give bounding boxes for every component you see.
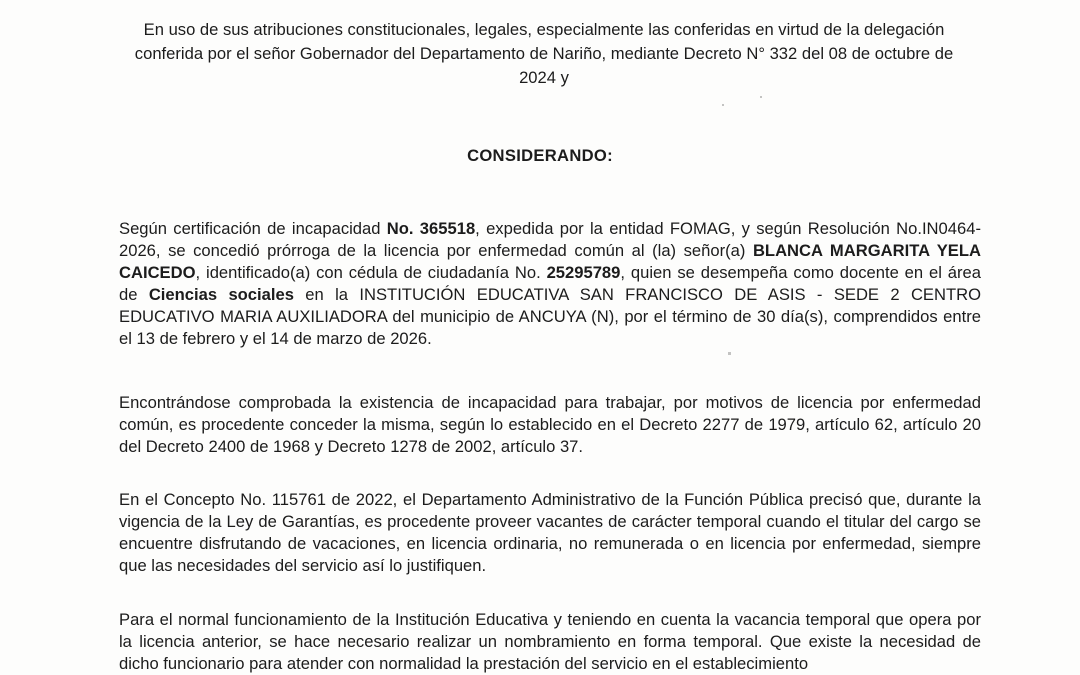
paragraph-legal-basis: Encontrándose comprobada la existencia de incapacidad para trabajar, por motivos de licencia por enfermedad común, es procedente conceder la misma, según lo establecido en el Decreto 2277 de 1979, artículo 62, artículo 20 del Decreto 2400 de 1968 y Decreto 1278 de 2002, artículo 37. [119,393,981,456]
scan-speck [760,96,762,98]
paragraph-need: Para el normal funcionamiento de la Institución Educativa y teniendo en cuenta la vacancia temporal que opera por la licencia anterior, se hace necesario realizar un nombramiento en forma temporal. Que existe la necesidad de dicho funcionario para atender con normalidad la prestación del servicio en el establecimiento [119,610,981,673]
certificate-number: No. 365518 [386,219,476,238]
p1-text-4: , quien se desempeña como docente en el área de [119,263,981,304]
paragraph-concept: En el Concepto No. 115761 de 2022, el Departamento Administrativo de la Función Pública precisó que, durante la vigencia de la Ley de Garantías, es procedente proveer vacantes de carácter temporal cuando el titular del cargo se encuentre disfrutando de vacaciones, en licencia ordinaria, no remunerada o en licencia por enfermedad, siempre que las necesidades del servicio así lo justifiquen. [119,490,981,575]
p1-text-3: , identificado(a) con cédula de ciudadanía No. [195,263,547,282]
intro-paragraph: En uso de sus atribuciones constitucionales, legales, especialmente las conferidas en virtud de la delegación conferida por el señor Gobernador del Departamento de Nariño, mediante Decreto N° 332 del 08 de octubre de 2024 y [134,20,954,87]
considerando-heading: CONSIDERANDO: [467,146,613,165]
p1-text-5: en la INSTITUCIÓN EDUCATIVA SAN FRANCISCO DE ASIS - SEDE 2 CENTRO EDUCATIVO MARIA AUXILIADORA del municipio de ANCUYA (N), por el término de 30 día(s), comprendidos entre el 13 de febrero y el 14 de marzo de 2026. [119,285,982,348]
subject-area: Ciencias sociales [148,285,294,304]
paragraph-incapacity-certification [119,218,981,350]
p1-text-1: Según certificación de incapacidad [119,219,387,238]
p1-text-2: , expedida por la entidad FOMAG, y según Resolución No.IN0464-2026, se concedió prórroga de la licencia por enfermedad común al (la) señor(a) [119,219,981,260]
scan-speck [722,104,724,106]
teacher-name: BLANCA MARGARITA YELA CAICEDO [119,241,981,282]
scan-speck [728,352,731,355]
id-number: 25295789 [546,263,621,282]
